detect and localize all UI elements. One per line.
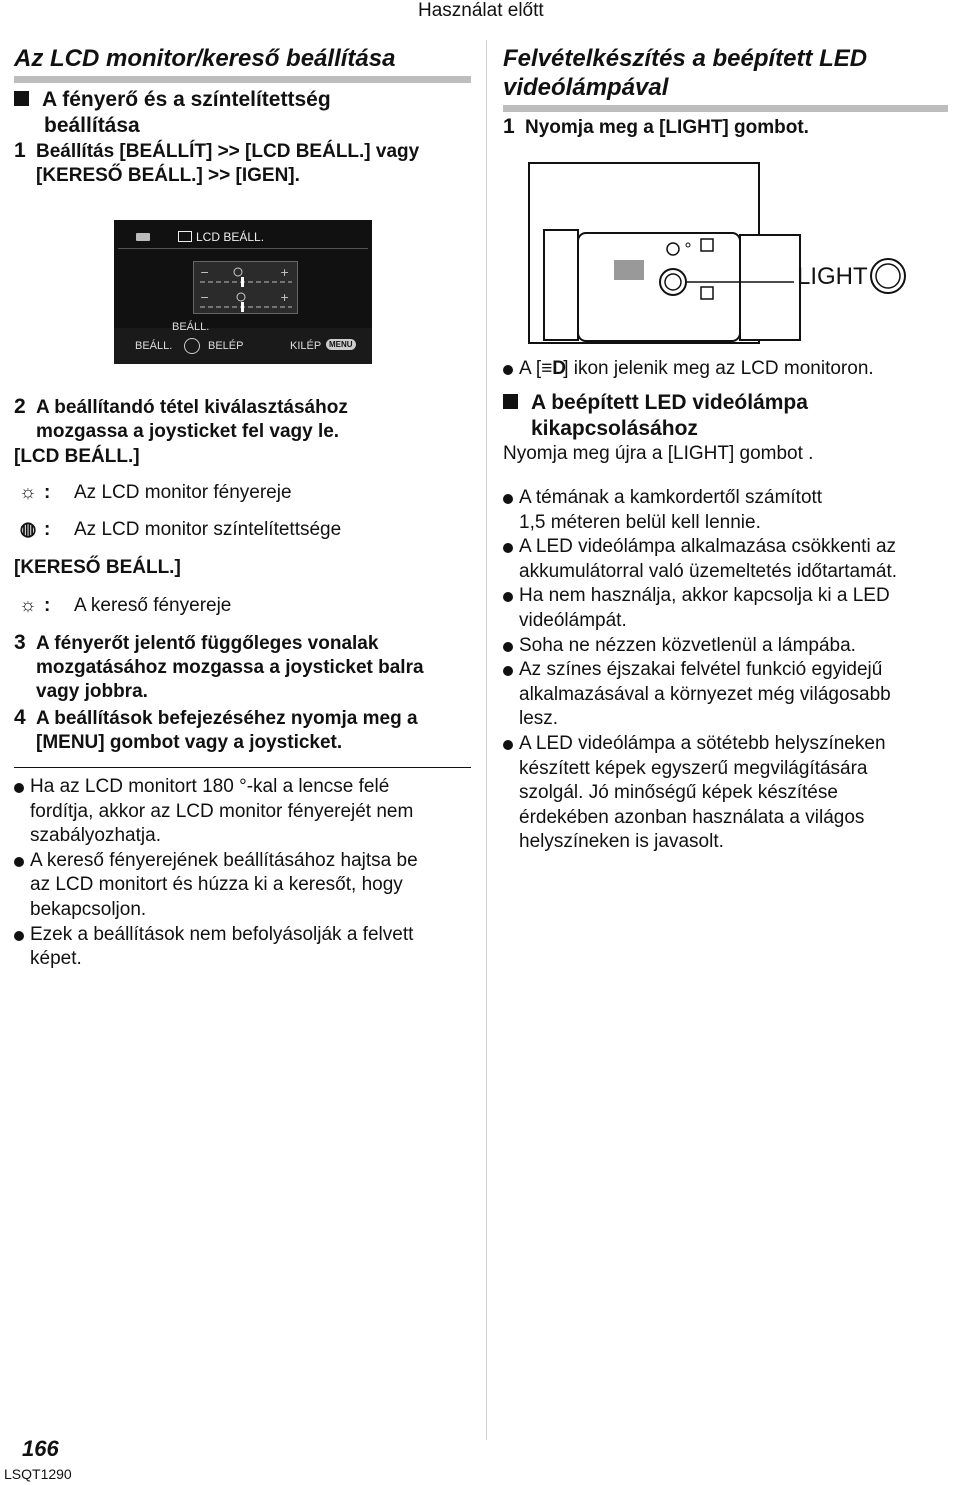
color-marker <box>241 302 244 312</box>
list-item: Ha nem használja, akkor kapcsolja ki a LED videólámpát. <box>503 584 953 633</box>
icon-appears-note <box>503 357 953 382</box>
color-plus: + <box>280 291 290 304</box>
list-item: A LED videólámpa a sötétebb helyszíneken készített képek egyszerű megvilágítására szolgál. Jó minőségű képek készítése érdekében azonban használata a világos helyszíneken is javasolt. <box>503 732 953 855</box>
lcd-hinge <box>544 230 578 340</box>
list-item: A [≡D] ikon jelenik meg az LCD monitoron. <box>503 357 953 382</box>
right-section-title: Felvételkészítés a beépített LED videólámpával <box>503 45 868 101</box>
document-code: LSQT1290 <box>4 1466 72 1482</box>
lcd-panel <box>578 233 740 341</box>
brightness-sun-icon <box>234 268 242 276</box>
light-button-inner <box>665 274 681 290</box>
lcd-tab: LCD BEÁLL. <box>178 230 368 245</box>
left-notes <box>14 775 471 972</box>
camcorder-drawing <box>516 155 926 350</box>
list-item: A témának a kamkordertől számított 1,5 méteren belül kell lennie. <box>503 486 953 535</box>
light-button-outer <box>660 269 686 295</box>
square-bullet-icon <box>503 394 518 409</box>
adjustment-panel <box>193 261 298 314</box>
column-divider <box>486 40 487 1440</box>
color-minus: − <box>200 291 210 304</box>
lcd-tab-underline <box>118 248 368 249</box>
left-step-1: 1 Beállítás [BEÁLLÍT] >> [LCD BEÁLL.] vagy [KERESŐ BEÁLL.] >> [IGEN]. <box>14 139 420 186</box>
sun-icon: ☼ <box>19 595 37 616</box>
left-step-4: 4 A beállítások befejezéséhez nyomja meg a [MENU] gombot vagy a joysticket. <box>14 706 418 753</box>
sun-icon: ☼ <box>19 482 37 503</box>
color-saturation-icon: ◍ <box>19 519 37 540</box>
adjustment-bars <box>194 262 297 313</box>
light-button-callout-inner <box>876 264 900 288</box>
lcd-settings-heading: [LCD BEÁLL.] <box>14 446 140 467</box>
led-light-icon: ≡D <box>541 358 566 379</box>
camcorder-body <box>529 163 759 343</box>
led-off-instruction: Nyomja meg újra a [LIGHT] gombot . <box>503 443 814 464</box>
left-step-3: 3 A fényerőt jelentő függőleges vonalak mozgatásához mozgassa a joysticket balra vagy jobbra. <box>14 631 424 702</box>
menu-badge: MENU <box>326 339 356 350</box>
page-number: 166 <box>22 1436 59 1461</box>
right-title-rule <box>503 105 948 112</box>
brightness-minus: − <box>200 266 210 279</box>
speaker-grille <box>614 260 644 280</box>
joystick-icon <box>184 338 200 354</box>
indicator-dot <box>686 243 690 247</box>
brightness-subheading: A fényerő és a színtelítettség beállítása <box>14 87 331 139</box>
list-item: Ha az LCD monitort 180 °-kal a lencse felé fordítja, akkor az LCD monitor fényerejét nem szabályozhatja. <box>14 775 471 849</box>
square-bullet-icon <box>14 91 29 106</box>
lcd-color-row: ◍ : Az LCD monitor színtelítettsége <box>19 519 342 540</box>
lcd-brightness-row: ☼ : Az LCD monitor fényereje <box>19 482 292 503</box>
lcd-monitor-icon <box>178 231 192 242</box>
list-item: Soha ne nézzen közvetlenül a lámpába. <box>503 634 953 659</box>
brightness-marker <box>241 277 244 287</box>
viewfinder-settings-heading: [KERESŐ BEÁLL.] <box>14 557 181 578</box>
color-icon <box>237 293 245 301</box>
list-item: Ezek a beállítások nem befolyásolják a felvett képet. <box>14 923 471 972</box>
list-item: A LED videólámpa alkalmazása csökkenti az akkumulátorral való üzemeltetés időtartamát. <box>503 535 953 584</box>
right-step-1: 1 Nyomja meg a [LIGHT] gombot. <box>503 115 809 138</box>
left-title-rule <box>14 76 471 83</box>
light-button-label: LIGHT <box>797 263 868 290</box>
lcd-settings-screen <box>114 220 372 364</box>
left-step-2: 2 A beállítandó tétel kiválasztásához mozgassa a joysticket fel vagy le. <box>14 395 348 442</box>
right-notes <box>503 486 953 855</box>
terminal-icon <box>701 239 713 251</box>
header-section-label: Használat előtt <box>418 0 544 21</box>
lcd-bottom-bar: BEÁLL. BEÁLL. BELÉP KILÉP MENU <box>114 328 372 364</box>
camera-mode-icon <box>136 233 150 241</box>
viewfinder-brightness-row: ☼ : A kereső fényereje <box>19 595 232 616</box>
list-item: A kereső fényerejének beállításához hajtsa be az LCD monitort és húzza ki a keresőt, hogy bekapcsoljon. <box>14 849 471 923</box>
terminal-icon <box>701 287 713 299</box>
small-button <box>667 243 679 255</box>
led-off-subheading: A beépített LED videólámpa kikapcsolásához <box>503 390 808 442</box>
list-item: Az színes éjszakai felvétel funkció egyidejű alkalmazásával a környezet még világosabb lesz. <box>503 658 953 732</box>
notes-divider <box>14 767 471 768</box>
side-panel <box>740 235 800 340</box>
left-section-title: Az LCD monitor/kereső beállítása <box>14 45 396 72</box>
camcorder-illustration <box>516 155 926 350</box>
brightness-plus: + <box>280 266 290 279</box>
